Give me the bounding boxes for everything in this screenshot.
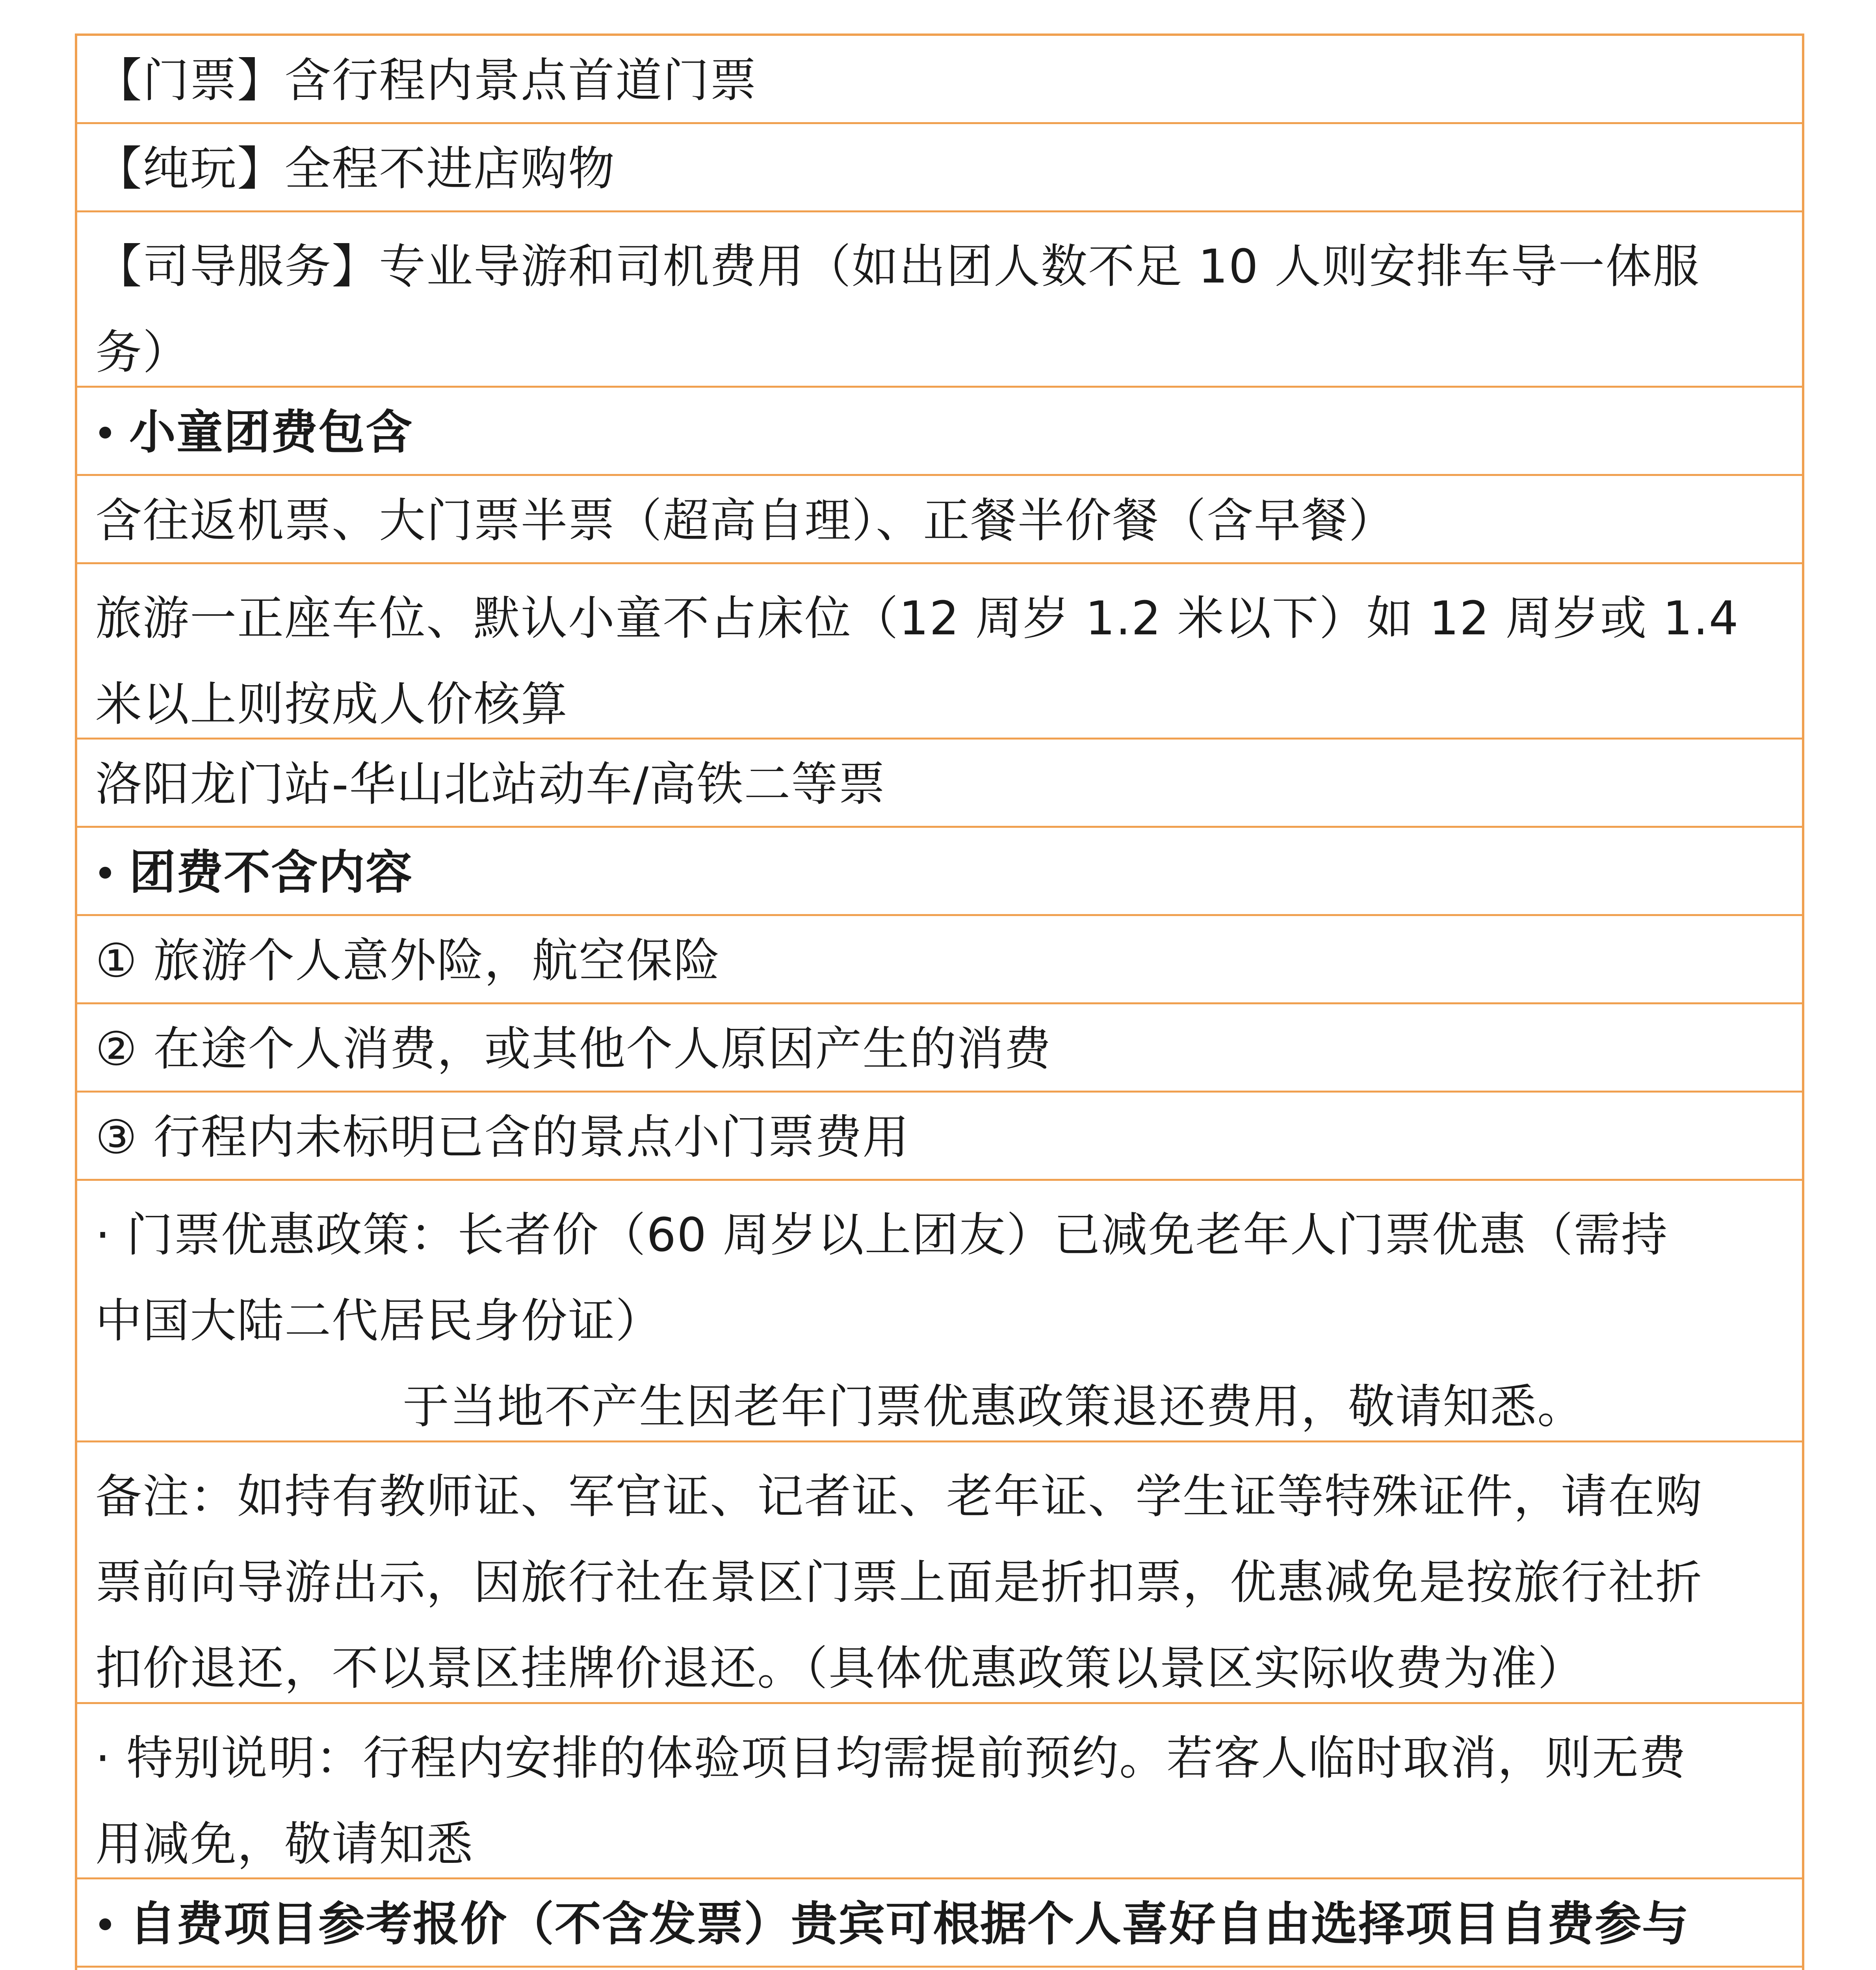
exclude-text-1: ① 旅游个人意外险，航空保险 <box>95 933 721 988</box>
pure-play-row <box>77 124 1802 212</box>
special-note-line-2: 用减免，敬请知悉 <box>95 1817 474 1871</box>
tickets-row <box>77 36 1802 124</box>
bullet-icon <box>99 867 111 879</box>
exclude-header-row <box>77 828 1802 916</box>
discount-policy-line-3: 于当地不产生因老年门票优惠政策退还费用，敬请知悉。 <box>403 1379 1585 1434</box>
bullet-icon <box>99 1918 111 1930</box>
remark-line-1: 备注：如持有教师证、军官证、记者证、老年证、学生证等特殊证件，请在购 <box>95 1469 1703 1524</box>
info-table <box>75 33 1804 1970</box>
exclude-row-2 <box>77 1004 1802 1093</box>
remark-line-2: 票前向导游出示，因旅行社在景区门票上面是折扣票，优惠减免是按旅行社折 <box>95 1555 1703 1609</box>
special-note-row <box>77 1704 1802 1879</box>
guide-service-line-1: 【司导服务】专业导游和司机费用（如出团人数不足 10 人则安排车导一体服 <box>95 239 1700 294</box>
child-fee-text-2b: 米以上则按成人价核算 <box>95 677 568 731</box>
guide-service-line-2: 务） <box>95 325 190 379</box>
remark-row <box>77 1442 1802 1704</box>
tickets-text: 【门票】含行程内景点首道门票 <box>95 53 758 108</box>
exclude-row-3 <box>77 1093 1802 1181</box>
pure-play-text: 【纯玩】全程不进店购物 <box>95 141 616 196</box>
discount-policy-line-2: 中国大陆二代居民身份证） <box>95 1294 663 1348</box>
exclude-row-1 <box>77 916 1802 1004</box>
child-fee-header-row <box>77 388 1802 476</box>
optional-items-row <box>77 1968 1802 1970</box>
exclude-text-2: ② 在途个人消费，或其他个人原因产生的消费 <box>95 1022 1052 1076</box>
child-fee-row-3 <box>77 740 1802 828</box>
child-fee-text-1: 含往返机票、大门票半票（超高自理）、正餐半价餐（含早餐） <box>95 493 1396 548</box>
child-fee-text-2a: 旅游一正座车位、默认小童不占床位（12 周岁 1.2 米以下）如 12 周岁或 1.4 <box>95 591 1739 645</box>
remark-line-3: 扣价退还，不以景区挂牌价退还。（具体优惠政策以景区实际收费为准） <box>95 1641 1585 1695</box>
exclude-text-3: ③ 行程内未标明已含的景点小门票费用 <box>95 1110 910 1164</box>
optional-header: 自费项目参考报价（不含发票）贵宾可根据个人喜好自由选择项目自费参与 <box>129 1897 1690 1951</box>
exclude-header: 团费不含内容 <box>129 845 413 900</box>
child-fee-header: 小童团费包含 <box>129 405 413 459</box>
bullet-icon <box>99 427 111 439</box>
guide-service-row <box>77 212 1802 388</box>
discount-policy-row <box>77 1181 1802 1442</box>
optional-header-row <box>77 1879 1802 1968</box>
child-fee-row-1 <box>77 476 1802 564</box>
child-fee-row-2 <box>77 564 1802 740</box>
discount-policy-line-1: · 门票优惠政策：长者价（60 周岁以上团友）已减免老年人门票优惠（需持 <box>95 1208 1668 1262</box>
special-note-line-1: · 特别说明：行程内安排的体验项目均需提前预约。若客人临时取消，则无费 <box>95 1731 1687 1785</box>
child-fee-text-3: 洛阳龙门站-华山北站动车/高铁二等票 <box>95 757 886 811</box>
